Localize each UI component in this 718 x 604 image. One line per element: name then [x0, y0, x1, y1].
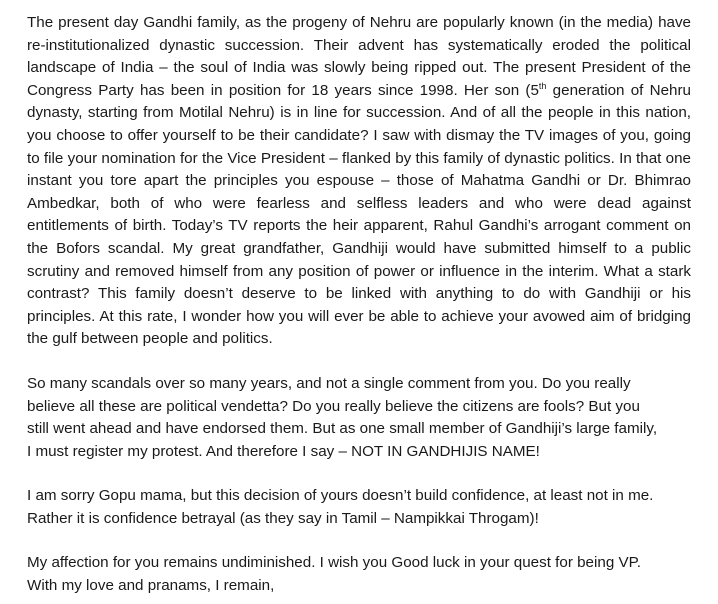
paragraph-text-continued: generation of Nehru dynasty, starting from Motilal Nehru) is in line for succession. And of all the people in this nation, you choose to offer yourself to be their candidate? I saw with dismay the TV images of you, going to file your nomination for the Vice President – flanked by this family of dynastic politics. In that one instant you tore apart the principles you espouse – those of Mahatma Gandhi or Dr. Bhimrao Ambedkar, both of who were fearless and selfless leaders and who were dead against entitlements of birth. Today’s TV reports the heir apparent, Rahul Gandhi’s arrogant comment on the Bofors scandal. My great grandfather, Gandhiji would have submitted himself to a public scrutiny and removed himself from any position of power or influence in the interim. What a stark contrast? This family doesn’t deserve to be linked with anything to do with Gandhiji or his principles. At this rate, I wonder how you will ever be able to achieve your avowed aim of bridging the gulf between people and politics. [27, 81, 692, 348]
text-line: So many scandals over so many years, and not a single comment from you. Do you really [27, 374, 631, 392]
letter-body [27, 12, 691, 598]
paragraph-text: The present day Gandhi family, as the progeny of Nehru are popularly known (in the media) have re-institutionalized dynastic succession. Their advent has systematically eroded the political landscape of India – the soul of India was slowly being ripped out. The present President of the Congress Party has been in position for 18 years since 1998. Her son (5 [27, 14, 691, 99]
text-line: My affection for you remains undiminished. I wish you Good luck in your quest for being VP. [27, 554, 642, 572]
paragraph-gap [27, 530, 691, 552]
text-line: believe all these are political vendetta? Do you really believe the citizens are fools? But you [27, 397, 640, 415]
superscript-ordinal: th [538, 80, 547, 91]
paragraph-gap [27, 463, 691, 485]
text-line: I must register my protest. And therefore I say – NOT IN GANDHIJIS NAME! [27, 442, 540, 460]
paragraph-scandals [27, 373, 691, 463]
paragraph-gap [27, 351, 691, 373]
paragraph-closing [27, 552, 691, 597]
text-line: still went ahead and have endorsed them. But as one small member of Gandhiji’s large family, [27, 420, 658, 438]
paragraph-confidence [27, 485, 691, 530]
text-line: Rather it is confidence betrayal (as they say in Tamil – Nampikkai Throgam)! [27, 509, 539, 527]
paragraph-dynastic-politics [27, 12, 691, 351]
text-line: With my love and pranams, I remain, [27, 577, 275, 595]
text-line: I am sorry Gopu mama, but this decision of yours doesn’t build confidence, at least not in me. [27, 487, 654, 505]
